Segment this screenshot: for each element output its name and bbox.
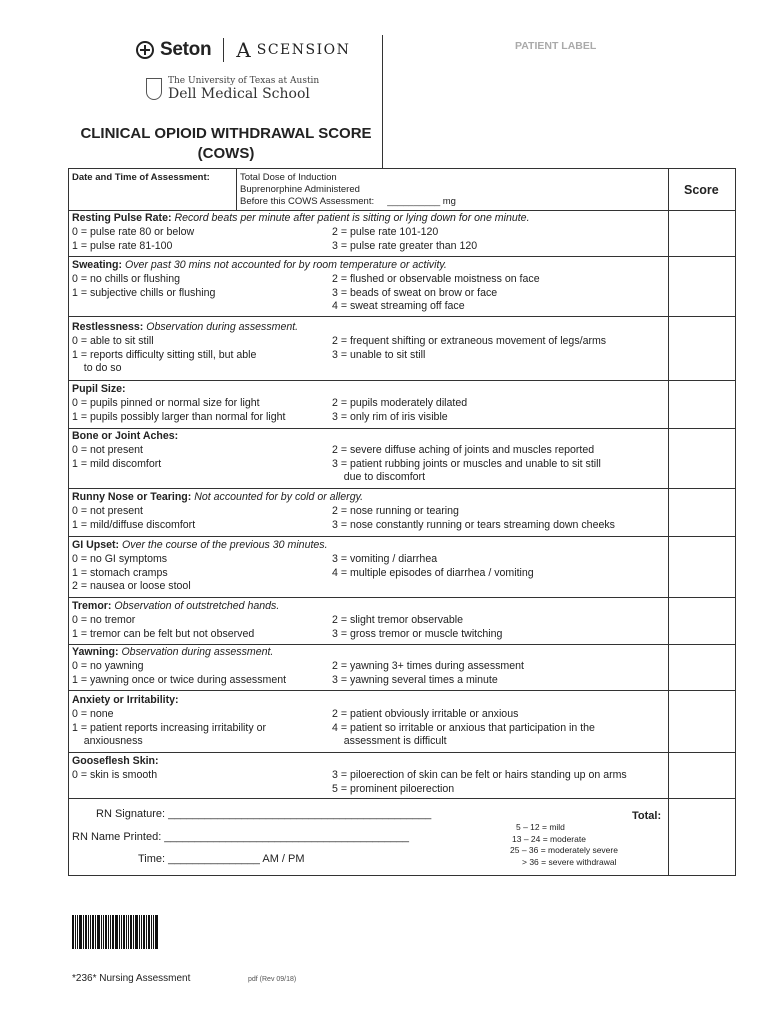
criteria-option: 1 = patient reports increasing irritability or (72, 721, 267, 734)
barcode-bar (130, 915, 132, 949)
barcode-bar (128, 915, 129, 949)
row-divider (68, 316, 736, 317)
section-title: Tremor: (72, 600, 112, 612)
criteria-option: 3 = gross tremor or muscle twitching (332, 627, 503, 640)
criteria-row (72, 505, 662, 519)
section-heading (72, 491, 662, 505)
criteria-option: due to discomfort (332, 471, 426, 484)
row-divider (68, 690, 736, 691)
section-description: Over the course of the previous 30 minutes. (119, 539, 328, 551)
barcode (72, 915, 159, 949)
criteria-row (72, 411, 662, 425)
criteria-option: 3 = beads of sweat on brow or face (332, 286, 498, 299)
criteria-row (72, 444, 662, 458)
criteria-row (72, 362, 662, 376)
criteria-option: 0 = able to sit still (72, 334, 154, 347)
section-description: Record beats per minute after patient is sitting or lying down for one minute. (171, 212, 530, 224)
criteria-row (72, 722, 662, 736)
barcode-bar (119, 915, 120, 949)
barcode-bar (121, 915, 122, 949)
nursing-assessment-code: *236* Nursing Assessment (72, 973, 191, 984)
barcode-bar (133, 915, 134, 949)
barcode-bar (153, 915, 154, 949)
criteria-row (72, 349, 662, 363)
section-title: Gooseflesh Skin: (72, 755, 159, 767)
barcode-bar (95, 915, 96, 949)
section-bone-joint-aches (72, 430, 662, 485)
barcode-bar (105, 915, 107, 949)
criteria-option: 0 = none (72, 707, 114, 720)
criteria-option (72, 471, 332, 485)
header-divider (382, 35, 383, 169)
criteria-option: 2 = yawning 3+ times during assessment (332, 659, 524, 672)
criteria-row (72, 614, 662, 628)
section-heading (72, 755, 662, 769)
ut-shield-icon (146, 78, 162, 100)
criteria-option: 2 = pupils moderately dilated (332, 396, 468, 409)
criteria-option: 1 = yawning once or twice during assessment (72, 673, 287, 686)
criteria-option: 4 = multiple episodes of diarrhea / vomiting (332, 566, 534, 579)
row-divider (68, 752, 736, 753)
legend-moderate: 13 – 24 = moderate (512, 833, 586, 844)
criteria-row (72, 735, 662, 749)
criteria-row (72, 471, 662, 485)
criteria-row (72, 674, 662, 688)
criteria-option: 1 = tremor can be felt but not observed (72, 627, 255, 640)
section-resting-pulse (72, 212, 662, 253)
row-divider (68, 488, 736, 489)
barcode-bar (72, 915, 74, 949)
criteria-option: 0 = pulse rate 80 or below (72, 225, 195, 238)
row-divider (68, 597, 736, 598)
section-heading (72, 321, 662, 335)
criteria-option: 1 = stomach cramps (72, 566, 168, 579)
criteria-row (72, 300, 662, 314)
section-heading (72, 694, 662, 708)
criteria-row (72, 273, 662, 287)
section-heading (72, 539, 662, 553)
criteria-row (72, 628, 662, 642)
section-title: Yawning: (72, 646, 119, 658)
legend-severe: > 36 = severe withdrawal (522, 856, 617, 867)
criteria-row (72, 769, 662, 783)
section-heading (72, 259, 662, 273)
barcode-bar (108, 915, 109, 949)
barcode-bar (135, 915, 138, 949)
criteria-option: 0 = no GI symptoms (72, 552, 168, 565)
criteria-option: 0 = skin is smooth (72, 768, 158, 781)
barcode-bar (143, 915, 145, 949)
title-line-2: (COWS) (197, 145, 255, 162)
header-split-line (236, 168, 237, 210)
criteria-option: 0 = no yawning (72, 659, 144, 672)
ut-line: The University of Texas at Austin (168, 76, 320, 86)
criteria-option: 1 = pulse rate 81-100 (72, 239, 173, 252)
section-description: Observation during assessment. (118, 646, 274, 658)
criteria-row (72, 519, 662, 533)
rn-name-field[interactable]: RN Name Printed: ________________________________________ (72, 831, 410, 843)
barcode-bar (151, 915, 152, 949)
criteria-option: 0 = no tremor (72, 613, 136, 626)
criteria-option: 1 = subjective chills or flushing (72, 286, 216, 299)
total-label[interactable]: Total: (632, 810, 662, 822)
section-pupil-size (72, 383, 662, 424)
criteria-row (72, 567, 662, 581)
section-title: Pupil Size: (72, 383, 126, 395)
criteria-option: 1 = mild discomfort (72, 457, 162, 470)
barcode-bar (146, 915, 147, 949)
barcode-bar (79, 915, 82, 949)
row-divider (68, 428, 736, 429)
barcode-bar (83, 915, 84, 949)
section-anxiety (72, 694, 662, 749)
barcode-bar (126, 915, 127, 949)
barcode-bar (155, 915, 158, 949)
barcode-bar (77, 915, 78, 949)
rn-signature-field[interactable]: RN Signature: ___________________________________________ (96, 808, 432, 820)
dose-line-1: Total Dose of Induction (240, 172, 337, 183)
page-title (68, 124, 384, 164)
row-divider (68, 536, 736, 537)
seton-ascension-logo (136, 38, 350, 62)
criteria-option: 2 = patient obviously irritable or anxious (332, 707, 519, 720)
criteria-row (72, 580, 662, 594)
section-heading (72, 646, 662, 660)
seton-wordmark: Seton (160, 39, 212, 60)
title-line-1: CLINICAL OPIOID WITHDRAWAL SCORE (80, 125, 372, 142)
barcode-bar (112, 915, 114, 949)
section-tremor (72, 600, 662, 641)
criteria-option: anxiousness (72, 735, 143, 748)
criteria-row (72, 708, 662, 722)
barcode-bar (101, 915, 102, 949)
criteria-option: 0 = not present (72, 443, 143, 456)
section-heading (72, 383, 662, 397)
criteria-row (72, 335, 662, 349)
criteria-option: 2 = slight tremor observable (332, 613, 464, 626)
time-field[interactable]: Time: _______________ AM / PM (138, 853, 305, 865)
barcode-bar (115, 915, 118, 949)
section-gooseflesh (72, 755, 662, 796)
section-yawning (72, 646, 662, 687)
criteria-option: 3 = patient rubbing joints or muscles and unable to sit still (332, 457, 601, 470)
dose-line-3: Before this COWS Assessment: __________ mg (240, 196, 456, 207)
section-heading (72, 600, 662, 614)
date-time-label[interactable]: Date and Time of Assessment: (72, 172, 210, 183)
section-runny-nose (72, 491, 662, 532)
criteria-option: 0 = pupils pinned or normal size for light (72, 396, 260, 409)
section-title: GI Upset: (72, 539, 120, 551)
criteria-row (72, 553, 662, 567)
criteria-row (72, 240, 662, 254)
criteria-option (332, 362, 662, 376)
criteria-row (72, 458, 662, 472)
logo-divider (223, 38, 224, 62)
score-legend (510, 822, 618, 868)
revision-note: pdf (Rev 09/18) (248, 976, 297, 983)
criteria-option: to do so (72, 362, 122, 375)
dell-medical-school: Dell Medical School (168, 86, 310, 102)
seton-logo-icon (136, 41, 154, 59)
criteria-option: 1 = pupils possibly larger than normal for light (72, 410, 286, 423)
criteria-row (72, 783, 662, 797)
criteria-option: 4 = sweat streaming off face (332, 300, 465, 313)
barcode-bar (139, 915, 140, 949)
section-gi-upset (72, 539, 662, 594)
criteria-row (72, 660, 662, 674)
section-description: Observation of outstretched hands. (111, 600, 280, 612)
row-divider (68, 644, 736, 645)
section-title: Sweating: (72, 259, 123, 271)
criteria-option: 3 = pulse rate greater than 120 (332, 239, 478, 252)
ascension-wordmark: SCENSION (256, 42, 351, 58)
criteria-option: 3 = piloerection of skin can be felt or hairs standing up on arms (332, 768, 627, 781)
section-restlessness (72, 321, 662, 376)
criteria-option (72, 300, 332, 314)
criteria-option: 3 = only rim of iris visible (332, 410, 448, 423)
criteria-option: 2 = flushed or observable moistness on face (332, 272, 540, 285)
section-title: Anxiety or Irritability: (72, 694, 179, 706)
section-title: Restlessness: (72, 321, 144, 333)
row-divider (68, 210, 736, 211)
section-description: Observation during assessment. (143, 321, 299, 333)
section-title: Runny Nose or Tearing: (72, 491, 192, 503)
barcode-bar (85, 915, 87, 949)
barcode-bar (123, 915, 125, 949)
dose-line-2: Buprenorphine Administered (240, 184, 360, 195)
criteria-option: 3 = yawning several times a minute (332, 673, 498, 686)
row-divider (68, 798, 736, 799)
criteria-option: 3 = unable to sit still (332, 348, 426, 361)
criteria-row (72, 226, 662, 240)
induction-dose-field[interactable] (240, 172, 456, 208)
criteria-option (332, 580, 662, 594)
section-description: Over past 30 mins not accounted for by room temperature or activity. (122, 259, 447, 271)
criteria-option: 2 = frequent shifting or extraneous movement of legs/arms (332, 334, 607, 347)
criteria-option: 1 = reports difficulty sitting still, but able (72, 348, 257, 361)
row-divider (68, 256, 736, 257)
criteria-option: 2 = severe diffuse aching of joints and muscles reported (332, 443, 595, 456)
section-title: Bone or Joint Aches: (72, 430, 179, 442)
criteria-row (72, 397, 662, 411)
barcode-bar (103, 915, 104, 949)
barcode-bar (88, 915, 89, 949)
legend-mild: 5 – 12 = mild (516, 822, 565, 832)
criteria-option: 4 = patient so irritable or anxious that participation in the (332, 721, 595, 734)
barcode-bar (141, 915, 142, 949)
criteria-option: 1 = mild/diffuse discomfort (72, 518, 196, 531)
patient-label-area: PATIENT LABEL (515, 40, 597, 52)
dell-medical-logo (146, 76, 319, 102)
section-description: Not accounted for by cold or allergy. (191, 491, 364, 503)
legend-moderately-severe: 25 – 36 = moderately severe (510, 845, 618, 855)
ascension-logo-icon: A (236, 38, 251, 62)
criteria-option: 0 = no chills or flushing (72, 272, 181, 285)
criteria-option: assessment is difficult (332, 735, 447, 748)
criteria-option: 2 = pulse rate 101-120 (332, 225, 439, 238)
barcode-bar (92, 915, 94, 949)
score-header: Score (684, 183, 719, 197)
barcode-bar (148, 915, 150, 949)
section-heading (72, 430, 662, 444)
barcode-bar (110, 915, 111, 949)
barcode-bar (97, 915, 100, 949)
criteria-option: 5 = prominent piloerection (332, 782, 455, 795)
row-divider (68, 380, 736, 381)
section-title: Resting Pulse Rate: (72, 212, 172, 224)
criteria-option: 0 = not present (72, 504, 143, 517)
score-column-divider (668, 168, 669, 876)
barcode-bar (75, 915, 76, 949)
criteria-option: 3 = nose constantly running or tears streaming down cheeks (332, 518, 615, 531)
criteria-row (72, 287, 662, 301)
criteria-option: 2 = nausea or loose stool (72, 580, 191, 593)
section-sweating (72, 259, 662, 314)
criteria-option: 3 = vomiting / diarrhea (332, 552, 438, 565)
criteria-option (72, 783, 332, 797)
barcode-bar (90, 915, 91, 949)
criteria-option: 2 = nose running or tearing (332, 504, 459, 517)
section-heading (72, 212, 662, 226)
